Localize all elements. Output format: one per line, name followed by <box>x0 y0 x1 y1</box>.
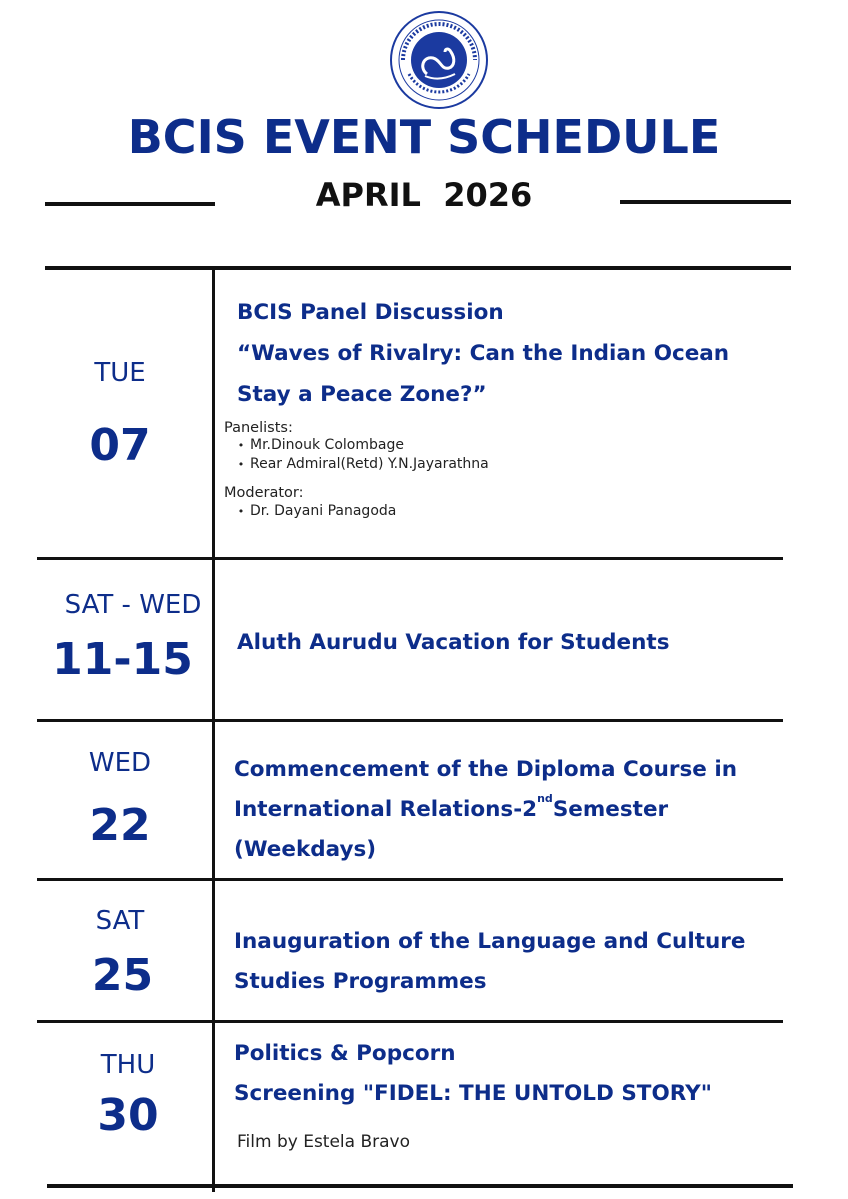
event-title <box>234 791 669 822</box>
moderator-label: Moderator: <box>224 485 304 501</box>
event-title-part: International Relations-2 <box>234 797 538 822</box>
event-day: SAT <box>95 906 145 936</box>
event-day: WED <box>88 748 152 778</box>
subtitle-rule-right <box>620 200 791 204</box>
event-title: Commencement of the Diploma Course in <box>234 757 738 782</box>
event-title: Politics & Popcorn <box>234 1041 456 1066</box>
panelist-item: • Mr.Dinouk Colombage <box>232 437 404 453</box>
event-title: “Waves of Rivalry: Can the Indian Ocean <box>237 341 730 366</box>
panelist-item: • Rear Admiral(Retd) Y.N.Jayarathna <box>232 456 489 472</box>
panelists-label: Panelists: <box>224 420 293 436</box>
event-day: THU <box>100 1050 156 1080</box>
event-date: 07 <box>89 420 151 471</box>
event-date: 25 <box>91 950 154 1001</box>
month-subtitle: APRIL 2026 <box>315 176 533 214</box>
page-title: BCIS EVENT SCHEDULE <box>127 110 721 164</box>
event-title: Aluth Aurudu Vacation for Students <box>237 630 670 655</box>
event-day: SAT - WED <box>64 590 202 620</box>
table-top-rule <box>45 266 791 270</box>
row-divider <box>37 878 783 881</box>
event-day: TUE <box>94 358 146 388</box>
event-note: Film by Estela Bravo <box>237 1132 411 1152</box>
event-title: BCIS Panel Discussion <box>237 300 504 325</box>
event-date: 30 <box>97 1090 159 1141</box>
event-title: Stay a Peace Zone?” <box>237 382 487 407</box>
event-title: Studies Programmes <box>234 969 487 994</box>
bcis-logo <box>389 10 489 110</box>
table-vertical-divider <box>212 268 215 1192</box>
row-divider <box>37 1020 783 1023</box>
event-date: 11-15 <box>52 634 193 685</box>
table-bottom-rule <box>47 1184 793 1188</box>
event-date: 22 <box>89 800 151 851</box>
event-title-part: Semester <box>552 797 669 822</box>
row-divider <box>37 557 783 560</box>
event-title: Inauguration of the Language and Culture <box>234 929 746 954</box>
moderator-item: • Dr. Dayani Panagoda <box>232 503 396 519</box>
event-title: Screening "FIDEL: THE UNTOLD STORY" <box>234 1081 712 1106</box>
event-title: (Weekdays) <box>234 837 377 862</box>
ordinal-suffix: nd <box>537 791 553 805</box>
row-divider <box>37 719 783 722</box>
